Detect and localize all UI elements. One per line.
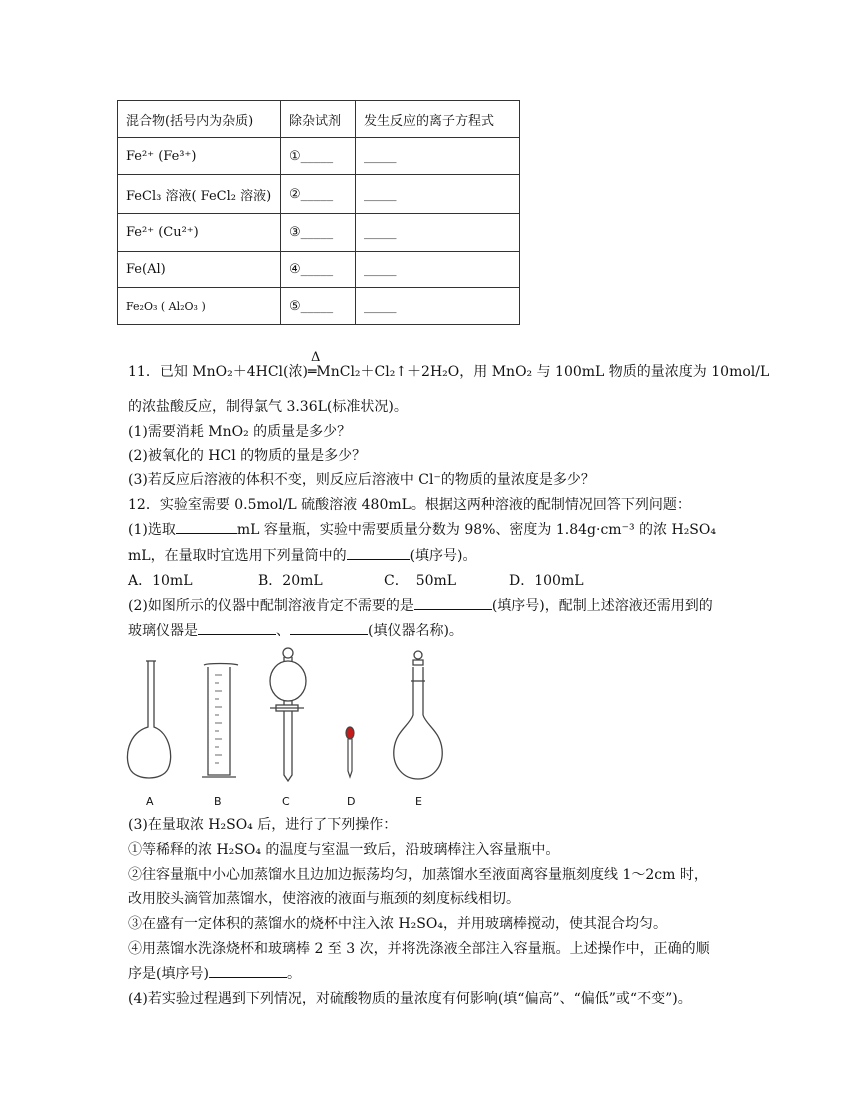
q11-text-a: 11．已知 MnO₂＋4HCl(浓) (128, 364, 308, 380)
q12-p1-text-a: (1)选取 (128, 522, 176, 538)
table-header-mixture: 混合物(括号内为杂质) (118, 101, 281, 138)
answer-blank (414, 597, 492, 610)
q12-part-1-line-1 (128, 520, 716, 540)
answer-blank (198, 622, 276, 635)
equation-blank: _____ (356, 214, 520, 252)
answer-blank (209, 965, 287, 978)
answer-blank (290, 622, 368, 635)
table-row (118, 175, 520, 214)
separator: 、 (276, 623, 290, 639)
heat-delta-symbol: Δ (310, 350, 321, 365)
reagent-blank: ③_____ (281, 214, 356, 252)
q12-s4-text-b: 序是(填序号) (128, 966, 209, 982)
figure-label-c: C (282, 795, 290, 808)
q11-part-1: (1)需要消耗 MnO₂ 的质量是多少？ (128, 424, 352, 440)
q12-step-2-line-2: 改用胶头滴管加蒸馏水，使溶液的液面与瓶颈的刻度标线相切。 (128, 891, 520, 907)
table-row (118, 214, 520, 252)
q12-part-2-line-1 (128, 596, 713, 616)
table-header-reagent: 除杂试剂 (281, 101, 356, 138)
figure-label-b: B (214, 795, 222, 808)
dropper-icon (346, 727, 354, 777)
q12-options (128, 571, 584, 591)
option-d: D．100mL (509, 573, 584, 589)
q11-part-2: (2)被氧化的 HCl 的物质的量是多少？ (128, 448, 367, 464)
table-header-row (118, 101, 520, 138)
reagent-blank: ⑤_____ (281, 288, 356, 325)
graduated-cylinder-icon (202, 664, 238, 778)
q12-part-3-head: (3)在量取浓 H₂SO₄ 后，进行了下列操作： (128, 817, 398, 833)
q12-p2-text-d: (填仪器名称)。 (368, 623, 463, 639)
equals-symbol: ═ (307, 364, 317, 380)
q12-step-3: ③在盛有一定体积的蒸馏水的烧杯中注入浓 H₂SO₄，并用玻璃棒搅动，使其混合均匀。 (128, 916, 667, 932)
mixture-cell: Fe₂O₃ ( Al₂O₃ ) (118, 288, 281, 325)
q12-intro: 12．实验室需要 0.5mol/L 硫酸溶液 480mL。根据这两种溶液的配制情况回答下列问题： (128, 497, 691, 513)
q12-p1-text-b: mL 容量瓶，实验中需要质量分数为 98%、密度为 1.84g·cm⁻³ 的浓 H₂SO₄ (236, 522, 716, 538)
equation-blank: _____ (356, 138, 520, 175)
q12-step-1: ①等稀释的浓 H₂SO₄ 的温度与室温一致后，沿玻璃棒注入容量瓶中。 (128, 842, 560, 858)
q12-step-4-line-1: ④用蒸馏水洗涤烧杯和玻璃棒 2 至 3 次，并将洗涤液全部注入容量瓶。上述操作中，正确的顺 (128, 941, 710, 957)
mixture-cell: FeCl₃ 溶液( FeCl₂ 溶液) (118, 175, 281, 214)
volumetric-flask-icon (394, 651, 442, 779)
q12-part-2-line-2 (128, 621, 463, 641)
q11-part-3: (3)若反应后溶液的体积不变，则反应后溶液中 Cl⁻的物质的量浓度是多少？ (128, 472, 595, 488)
q12-part-4: (4)若实验过程遇到下列情况，对硫酸物质的量浓度有何影响(填“偏高”、“偏低”或“不变”)。 (128, 991, 692, 1007)
q11-line-1 (128, 350, 770, 382)
mixture-cell: Fe(Al) (118, 252, 281, 288)
round-bottom-flask-icon (127, 661, 170, 778)
answer-blank (347, 547, 410, 560)
reagent-blank: ②_____ (281, 175, 356, 214)
q12-step-4-line-2 (128, 964, 301, 984)
mixture-cell: Fe²⁺ (Fe³⁺) (118, 138, 281, 175)
table-row (118, 252, 520, 288)
figure-label-e: E (415, 795, 422, 808)
table-row (118, 138, 520, 175)
q12-p1-text-c: mL，在量取时宜选用下列量筒中的 (128, 548, 347, 564)
q11-line-2: 的浓盐酸反应，制得氯气 3.36L(标准状况)。 (128, 399, 408, 415)
q11-text-b: MnCl₂＋Cl₂↑＋2H₂O，用 MnO₂ 与 100mL 物质的量浓度为 10mol/L (316, 364, 770, 380)
separatory-funnel-icon (270, 648, 306, 781)
figure-label-d: D (347, 795, 356, 808)
reaction-condition-sign (307, 350, 321, 382)
option-c: C． 50mL (384, 573, 457, 589)
table-row (118, 288, 520, 325)
reagent-blank: ④_____ (281, 252, 356, 288)
equation-blank: _____ (356, 175, 520, 214)
option-a: A．10mL (128, 573, 193, 589)
q12-p1-text-d: (填序号)。 (409, 548, 477, 564)
figure-label-a: A (146, 795, 154, 808)
reagent-blank: ①_____ (281, 138, 356, 175)
q12-part-1-line-2 (128, 546, 477, 566)
option-b: B．20mL (258, 573, 323, 589)
q12-step-2-line-1: ②往容量瓶中小心加蒸馏水且边加边振荡均匀，加蒸馏水至液面离容量瓶刻度线 1～2cm 时， (128, 867, 708, 883)
equation-blank: _____ (356, 288, 520, 325)
apparatus-figure (118, 645, 458, 785)
answer-blank (176, 521, 237, 534)
q12-p2-text-b: (填序号)，配制上述溶液还需用到的 (491, 598, 713, 614)
table-header-equation: 发生反应的离子方程式 (356, 101, 520, 138)
equation-blank: _____ (356, 252, 520, 288)
q12-p2-text-c: 玻璃仪器是 (128, 623, 198, 639)
mixture-cell: Fe²⁺ (Cu²⁺) (118, 214, 281, 252)
impurity-table (117, 100, 520, 325)
q12-p2-text-a: (2)如图所示的仪器中配制溶液肯定不需要的是 (128, 598, 414, 614)
q12-s4-text-c: 。 (286, 966, 301, 982)
